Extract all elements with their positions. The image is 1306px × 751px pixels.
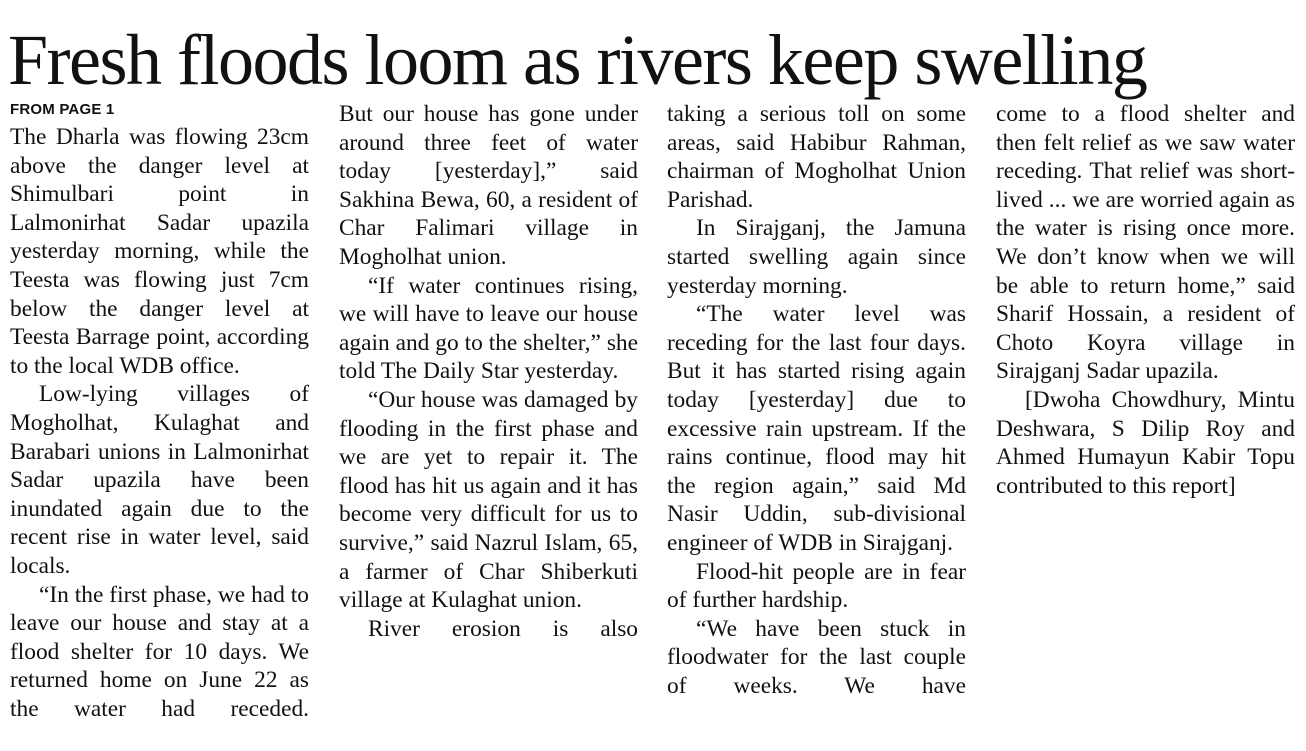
continuation-kicker: FROM PAGE 1 — [10, 101, 115, 118]
article-column-1 — [10, 123, 309, 723]
paragraph: The Dharla was flowing 23cm above the danger level at Shimulbari point in Lalmonirhat Sadar upazila yesterday morning, while the Teesta was flowing just 7cm below the danger level at Teesta Barrage point, according to the local WDB office. — [10, 124, 309, 379]
paragraph: But our house has gone under around three feet of water today [yesterday],” said Sakhina Bewa, 60, a resident of Char Falimari village in Mogholhat union. — [339, 101, 638, 270]
paragraph: Low-lying villages of Mogholhat, Kulaghat and Barabari unions in Lalmonirhat Sadar upazila have been inundated again due to the recent rise in water level, said locals. — [10, 381, 309, 579]
paragraph: “If water continues rising, we will have to leave our house again and go to the shelter,” she told The Daily Star yesterday. — [339, 272, 638, 385]
paragraph: come to a flood shelter and then felt relief as we saw water receding. That relief was short-lived ... we are worried again as the water is rising once more. We don’t know when we will be able to return home,” said Sharif Hossain, a resident of Choto Koyra village in Sirajganj Sadar upazila. — [996, 101, 1295, 385]
article-column-2 — [339, 100, 638, 643]
paragraph: taking a serious toll on some areas, said Habibur Rahman, chairman of Mogholhat Union Parishad. — [667, 101, 966, 213]
paragraph: In Sirajganj, the Jamuna started swelling again since yesterday morning. — [667, 215, 966, 299]
headline: Fresh floods loom as rivers keep swelling — [8, 20, 1147, 100]
article-column-4 — [996, 100, 1295, 500]
paragraph: River erosion is also — [368, 615, 638, 642]
contributors-credit: [Dwoha Chowdhury, Mintu Deshwara, S Dilip Roy and Ahmed Humayun Kabir Topu contributed to this report] — [996, 386, 1295, 499]
article-column-3 — [667, 100, 966, 700]
paragraph: Flood-hit people are in fear of further hardship. — [667, 558, 966, 614]
paragraph: “In the first phase, we had to leave our house and stay at a flood shelter for 10 days. We returned home on June 22 as the water had receded. — [10, 581, 309, 722]
paragraph: “Our house was damaged by flooding in the first phase and we are yet to repair it. The flood has hit us again and it has become very difficult for us to survive,” said Nazrul Islam, 65, a farmer of Char Shiberkuti village at Kulaghat union. — [339, 386, 638, 614]
paragraph: “The water level was receding for the last four days. But it has started rising again today [yesterday] due to excessive rain upstream. If the rains continue, flood may hit the region again,” said Md Nasir Uddin, sub-divisional engineer of WDB in Sirajganj. — [667, 301, 966, 556]
paragraph: “We have been stuck in floodwater for the last couple of weeks. We have — [667, 615, 966, 699]
